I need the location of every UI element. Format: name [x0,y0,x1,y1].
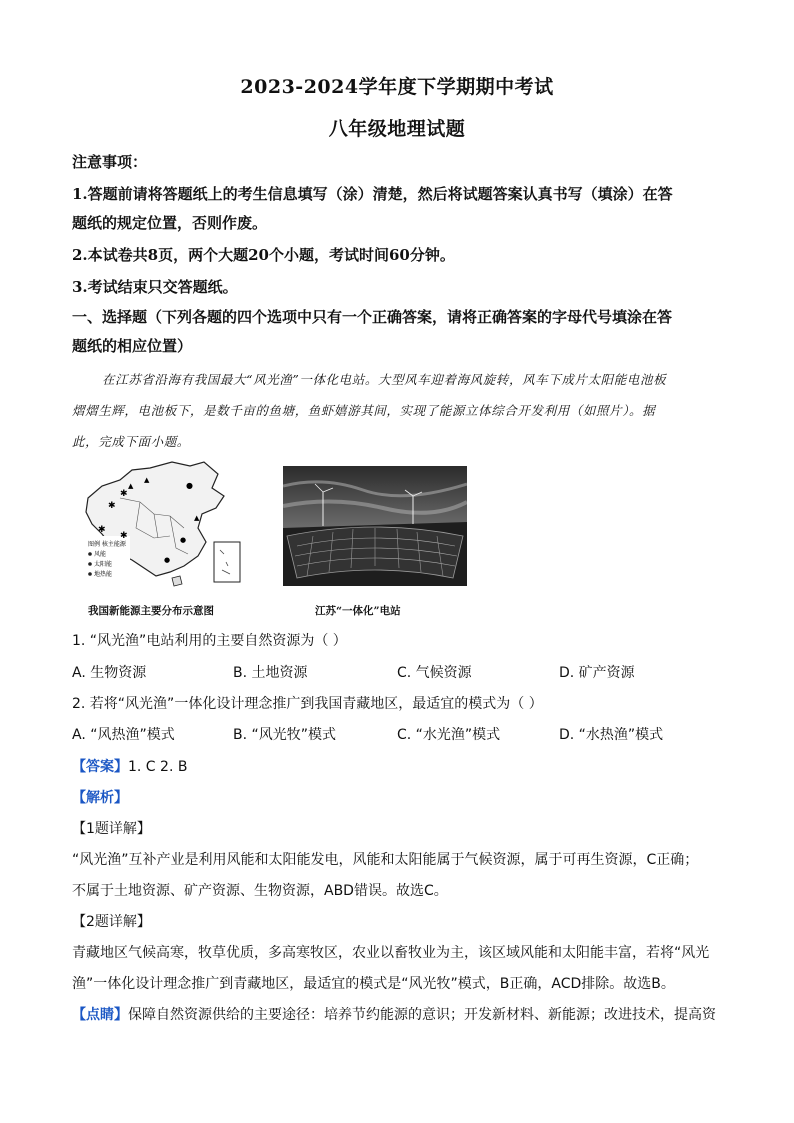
svg-text:✱: ✱ [98,525,106,535]
svg-text:图例 核主能源: 图例 核主能源 [88,541,126,548]
svg-text:▲: ▲ [128,482,134,490]
question-1-option-a[interactable]: A. 生物资源 [72,665,147,681]
answer-label: 【答案】 [72,759,128,775]
svg-text:▲: ▲ [194,514,200,522]
passage-line-2: 熠熠生辉，电池板下，是数千亩的鱼塘，鱼虾嬉游其间，实现了能源立体综合开发利用（如照片）。据 [72,403,656,418]
solar-farm-graphic [283,466,467,586]
svg-text:✱: ✱ [108,501,116,511]
exam-title: 2023-2024学年度下学期期中考试 [240,76,554,98]
q2-analysis-label: 【2题详解】 [72,914,151,930]
notice-item-2: 2.本试卷共8页，两个大题20个小题，考试时间60分钟。 [72,246,455,264]
photo-caption: 江苏“一体化”电站 [315,605,401,617]
passage-line-3: 此，完成下面小题。 [72,434,190,449]
question-2-option-c[interactable]: C. “水光渔”模式 [397,727,501,743]
china-energy-map [80,458,250,593]
notice-heading: 注意事项： [72,153,148,171]
question-1-option-d[interactable]: D. 矿产资源 [559,665,635,681]
svg-text:●: ● [164,556,171,564]
question-2-option-a[interactable]: A. “风热渔”模式 [72,727,175,743]
answer-text: 1. C 2. B [128,759,188,775]
svg-text:●: ● [186,481,193,490]
question-1-text: 1. “风光渔”电站利用的主要自然资源为（ ） [72,633,347,649]
svg-text:风能: 风能 [94,551,107,558]
svg-text:✱: ✱ [120,531,128,541]
tip-line [72,1004,716,1024]
question-2-option-b[interactable]: B. “风光牧”模式 [233,727,337,743]
passage-line-1: 在江苏省沿海有我国最大“风光渔”一体化电站。大型风车迎着海风旋转，风车下成片太阳能电池板 [102,372,667,387]
q2-analysis-line-2: 渔”一体化设计理念推广到青藏地区，最适宜的模式是“风光牧”模式，B正确，ACD排除。故选B。 [72,976,675,992]
analysis-label: 【解析】 [72,790,128,806]
notice-item-1-line-2: 题纸的规定位置，否则作废。 [72,214,268,232]
notice-item-1-line-1: 1.答题前请将答题纸上的考生信息填写（涂）清楚，然后将试题答案认真书写（填涂）在答 [72,185,673,203]
exam-subtitle: 八年级地理试题 [328,118,466,140]
notice-item-3: 3.考试结束只交答题纸。 [72,278,238,296]
svg-text:●: ● [180,536,187,544]
svg-text:地热能: 地热能 [94,571,113,578]
china-map-graphic [80,458,250,593]
q1-analysis-label: 【1题详解】 [72,821,151,837]
q1-analysis-line-2: 不属于土地资源、矿产资源、生物资源，ABD错误。故选C。 [72,883,448,899]
svg-text:▲: ▲ [144,476,150,484]
q1-analysis-line-1: “风光渔”互补产业是利用风能和太阳能发电，风能和太阳能属于气候资源，属于可再生资源，C正确； [72,852,699,868]
question-1-option-b[interactable]: B. 土地资源 [233,665,308,681]
q2-analysis-line-1: 青藏地区气候高寒，牧草优质，多高寒牧区，农业以畜牧业为主，该区域风能和太阳能丰富，若将“风光 [72,945,710,961]
power-station-photo [283,466,467,586]
question-2-option-d[interactable]: D. “水热渔”模式 [559,727,664,743]
svg-text:太阳能: 太阳能 [94,561,113,568]
answer-line [72,756,187,776]
question-2-text: 2. 若将“风光渔”一体化设计理念推广到我国青藏地区，最适宜的模式为（ ） [72,696,543,712]
svg-text:✱: ✱ [120,489,128,499]
tip-text: 保障自然资源供给的主要途径：培养节约能源的意识；开发新材料、新能源；改进技术，提高资 [128,1007,716,1023]
section-heading-line-1: 一、选择题（下列各题的四个选项中只有一个正确答案，请将正确答案的字母代号填涂在答 [72,308,673,326]
section-heading-line-2: 题纸的相应位置） [72,337,193,355]
tip-label: 【点睛】 [72,1007,128,1023]
question-1-option-c[interactable]: C. 气候资源 [397,665,472,681]
map-caption: 我国新能源主要分布示意图 [88,605,214,617]
